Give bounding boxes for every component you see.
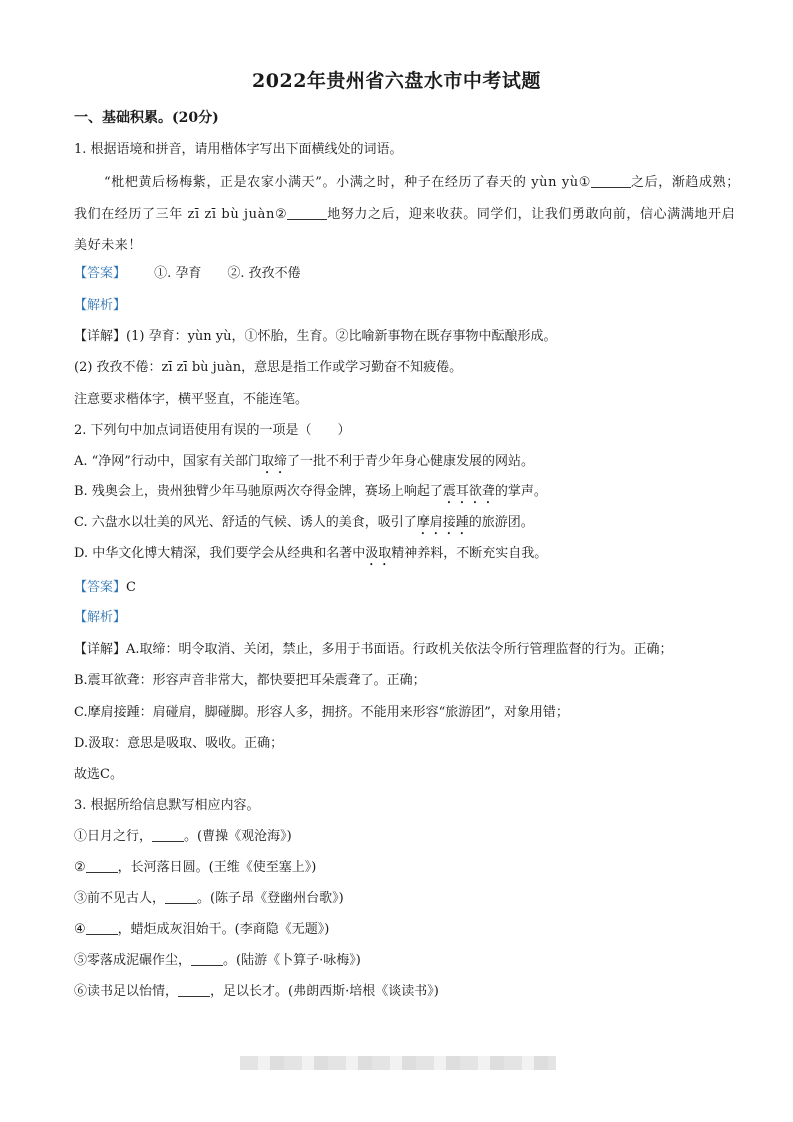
page-title: 2022年贵州省六盘水市中考试题 [252,70,541,92]
detail-tag: 【详解】 [74,329,127,344]
q3-item-4 [74,920,329,940]
q1-passage-line1 [104,173,740,193]
option-text: 了一批不利于青少年身心健康发展的网站。 [286,454,534,469]
answer-tag: 【答案】 [74,580,127,595]
q2-stem: 2. 下列句中加点词语使用有误的一项是（ ） [74,423,351,438]
q3-stem: 3. 根据所给信息默写相应内容。 [74,798,260,813]
option-text: 的掌声。 [494,484,547,499]
answer-blank [178,982,210,997]
item-text: 。(陈子昂《登幽州台歌》) [197,891,344,906]
q3-item-2 [74,858,316,878]
option-text: B. 残奥会上，贵州独臂少年马驰原两次夺得金牌，赛场上响起了 [74,484,443,499]
q1-passage-text: 地努力之后，迎来收获。同学们，让我们勇敢向前，信心满满地开启 [327,207,736,222]
q2-detail-d: D.汲取：意思是吸取、吸收。正确； [74,736,284,751]
item-text: ，蜡炬成灰泪始干。(李商隐《无题》) [117,922,330,937]
analysis-tag: 【解析】 [74,298,127,313]
blurred-footer [240,1056,556,1070]
detail-text: (1) 孕育：yùn yù，①怀胎，生育。②比喻新事物在既存事物中酝酿形成。 [126,329,557,344]
answer-blank [191,951,223,966]
analysis-tag: 【解析】 [74,610,127,625]
q2-option-b [74,482,547,507]
q3-item-1 [74,827,292,847]
q1-passage-text: 我们在经历了三年 zī zī bù juàn② [74,207,288,222]
q2-detail-b: B.震耳欲聋：形容声音非常大，都快要把耳朵震聋了。正确； [74,673,426,688]
q1-passage-text: 之后，渐趋成熟； [631,175,740,190]
q2-answer [74,578,136,598]
q2-conclusion: 故选C。 [74,767,123,782]
q2-detail-a [74,640,673,660]
q2-option-a [74,452,534,477]
item-text: ② [74,860,86,875]
item-text: 。(陆游《卜算子·咏梅》) [223,953,361,968]
q1-answer [74,264,301,284]
option-text: D. 中华文化博大精深，我们要学会从经典和名著中 [74,546,366,561]
q3-item-3 [74,889,344,909]
item-text: ④ [74,922,86,937]
answer-blank [86,858,118,873]
q3-item-5 [74,951,361,971]
answer-blank [591,173,631,188]
q1-detail-1 [74,327,557,347]
answer-blank [287,205,327,220]
item-text: ⑤零落成泥碾作尘， [74,953,192,968]
item-text: 。(曹操《观沧海》) [184,829,292,844]
option-text: 精神养料，不断充实自我。 [391,546,548,561]
option-text: 的旅游团。 [468,515,534,530]
item-text: ，足以长才。(弗朗西斯·培根《谈读书》) [210,984,439,999]
q1-note: 注意要求楷体字，横平竖直，不能连笔。 [74,392,309,407]
q1-passage-line3: 美好未来！ [74,238,143,253]
answer-text: C [126,580,136,595]
item-text: ，长河落日圆。(王维《使至塞上》) [117,860,317,875]
section-heading: 一、基础积累。(20分) [74,110,219,126]
answer-text: ①. 孕育 ②. 孜孜不倦 [154,266,301,281]
dotted-word: 摩肩接踵 [416,515,469,530]
q1-stem: 1. 根据语境和拼音，请用楷体字写出下面横线处的词语。 [74,142,403,157]
detail-text: A.取缔：明令取消、关闭，禁止，多用于书面语。行政机关依法令所行管理监督的行为。正确； [126,642,673,657]
q2-option-c [74,513,534,538]
item-text: ⑥读书足以怡情， [74,984,179,999]
item-text: ③前不见古人， [74,891,166,906]
answer-blank [86,920,118,935]
option-text: C. 六盘水以壮美的风光、舒适的气候、诱人的美食，吸引了 [74,515,417,530]
q1-passage-line2 [74,205,735,225]
detail-tag: 【详解】 [74,642,127,657]
q1-passage-text: “枇杷黄后杨梅紫，正是农家小满天”。小满之时，种子在经历了春天的 yùn yù① [104,175,592,190]
answer-blank [152,827,184,842]
q2-option-d [74,544,547,569]
item-text: ①日月之行， [74,829,153,844]
q1-detail-2: (2) 孜孜不倦：zī zī bù juàn，意思是指工作或学习勤奋不知疲倦。 [74,360,463,375]
q2-detail-c: C.摩肩接踵：肩碰肩，脚碰脚。形容人多，拥挤。不能用来形容“旅游团”，对象用错； [74,705,569,720]
q3-item-6 [74,982,439,1002]
answer-tag: 【答案】 [74,266,127,281]
option-text: A. “净网”行动中，国家有关部门 [74,454,261,469]
dotted-word: 汲取 [365,546,392,561]
dotted-word: 取缔 [260,454,287,469]
answer-blank [165,889,197,904]
dotted-word: 震耳欲聋 [442,484,495,499]
